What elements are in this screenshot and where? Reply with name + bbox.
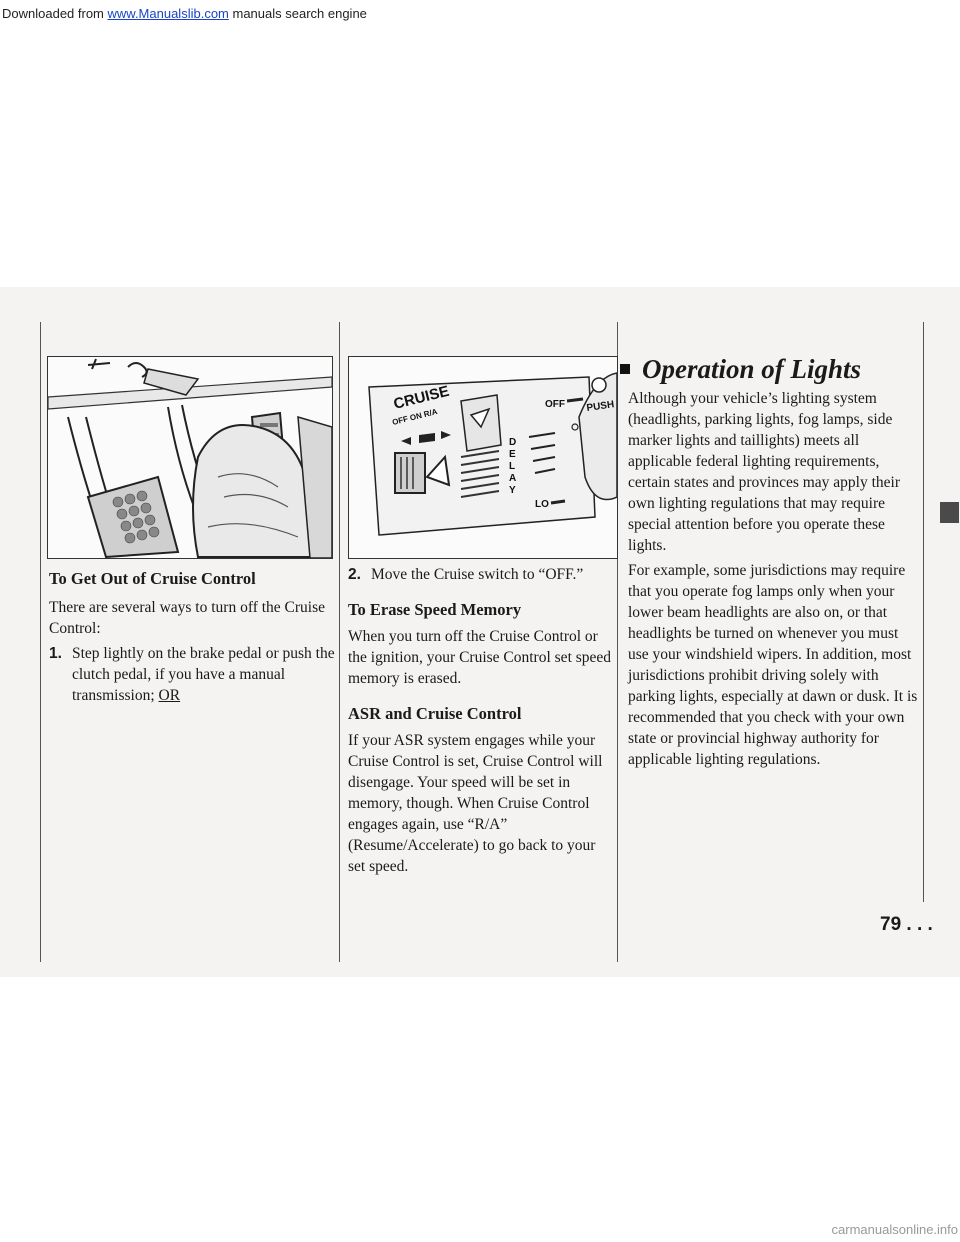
push-label: PUSH [585, 399, 615, 414]
erase-memory-text: When you turn off the Cruise Control or the ignition, your Cruise Control set speed memory is erased. [348, 628, 612, 687]
step-2-number: 2. [348, 566, 361, 583]
section-title [620, 354, 861, 385]
left-column-text [49, 568, 337, 706]
delay-letter-2: E [509, 449, 516, 460]
erase-memory-heading: To Erase Speed Memory [348, 600, 522, 619]
column-rule-left [40, 322, 41, 962]
asr-text: If your ASR system engages while your Cruise Control is set, Cruise Control will disengage. Your speed will be set in memory, though. When Cruise Control engages again, use “R/A” (Resume/Accelerate) to go back to your set speed. [348, 732, 603, 875]
cruise-switch-illustration-icon [349, 357, 617, 558]
lighting-para-2: For example, some jurisdictions may require that you operate fog lamps only when your lower beam headlights are also on, or that headlights be turned on whenever you must use your windshield wipers. In addition, most jurisdictions prohibit driving solely with parking lights, especially at dawn or dusk. It is recommended that you check with your own state or provincial highway authority for applicable lighting regulations. [628, 562, 918, 768]
off-on-ra-label: OFF ON R/A [391, 407, 439, 427]
delay-letter-3: L [509, 461, 516, 472]
exit-cruise-heading: To Get Out of Cruise Control [49, 569, 256, 588]
title-bullet-icon [620, 364, 630, 374]
off-label: OFF [545, 399, 565, 410]
lighting-para-1: Although your vehicle’s lighting system (headlights, parking lights, fog lamps, side marker lights and taillights) meets all applicable federal lighting requirements, certain states and provinces may apply their own lighting regulations that may require special attention before you operate these lights. [628, 390, 901, 554]
step-1-or: OR [158, 687, 181, 704]
banner-suffix: manuals search engine [228, 6, 367, 21]
page-number: 79 . . . [880, 914, 933, 935]
delay-letter-1: D [509, 437, 517, 448]
manualslib-link[interactable]: www.Manualslib.com [107, 6, 229, 21]
cruise-label: CRUISE [391, 382, 451, 413]
step-1-text: Step lightly on the brake pedal or push the clutch pedal, if you have a manual transmission; [72, 645, 335, 704]
step-1-body [72, 643, 337, 706]
section-title-text: Operation of Lights [642, 354, 862, 384]
delay-letter-4: A [509, 473, 517, 484]
step-2 [348, 564, 616, 585]
right-column-text [628, 388, 918, 774]
column-rule-mid [339, 322, 340, 962]
pedals-illustration-icon [48, 357, 332, 558]
step-1 [49, 643, 337, 706]
step-1-number: 1. [49, 645, 62, 662]
cruise-switch-figure [348, 356, 618, 559]
asr-heading: ASR and Cruise Control [348, 704, 522, 723]
download-banner [0, 0, 960, 30]
exit-cruise-intro: There are several ways to turn off the Cruise Control: [49, 599, 326, 637]
chapter-tab-marker [940, 502, 959, 523]
column-rule-right-b [923, 322, 924, 902]
pedals-figure [47, 356, 333, 559]
middle-column-text [348, 564, 616, 881]
banner-prefix: Downloaded from [2, 6, 108, 21]
step-2-text: Move the Cruise switch to “OFF.” [371, 566, 584, 583]
lo-label: LO [535, 499, 549, 510]
watermark: carmanualsonline.info [831, 1222, 958, 1237]
delay-letter-5: Y [509, 485, 516, 496]
